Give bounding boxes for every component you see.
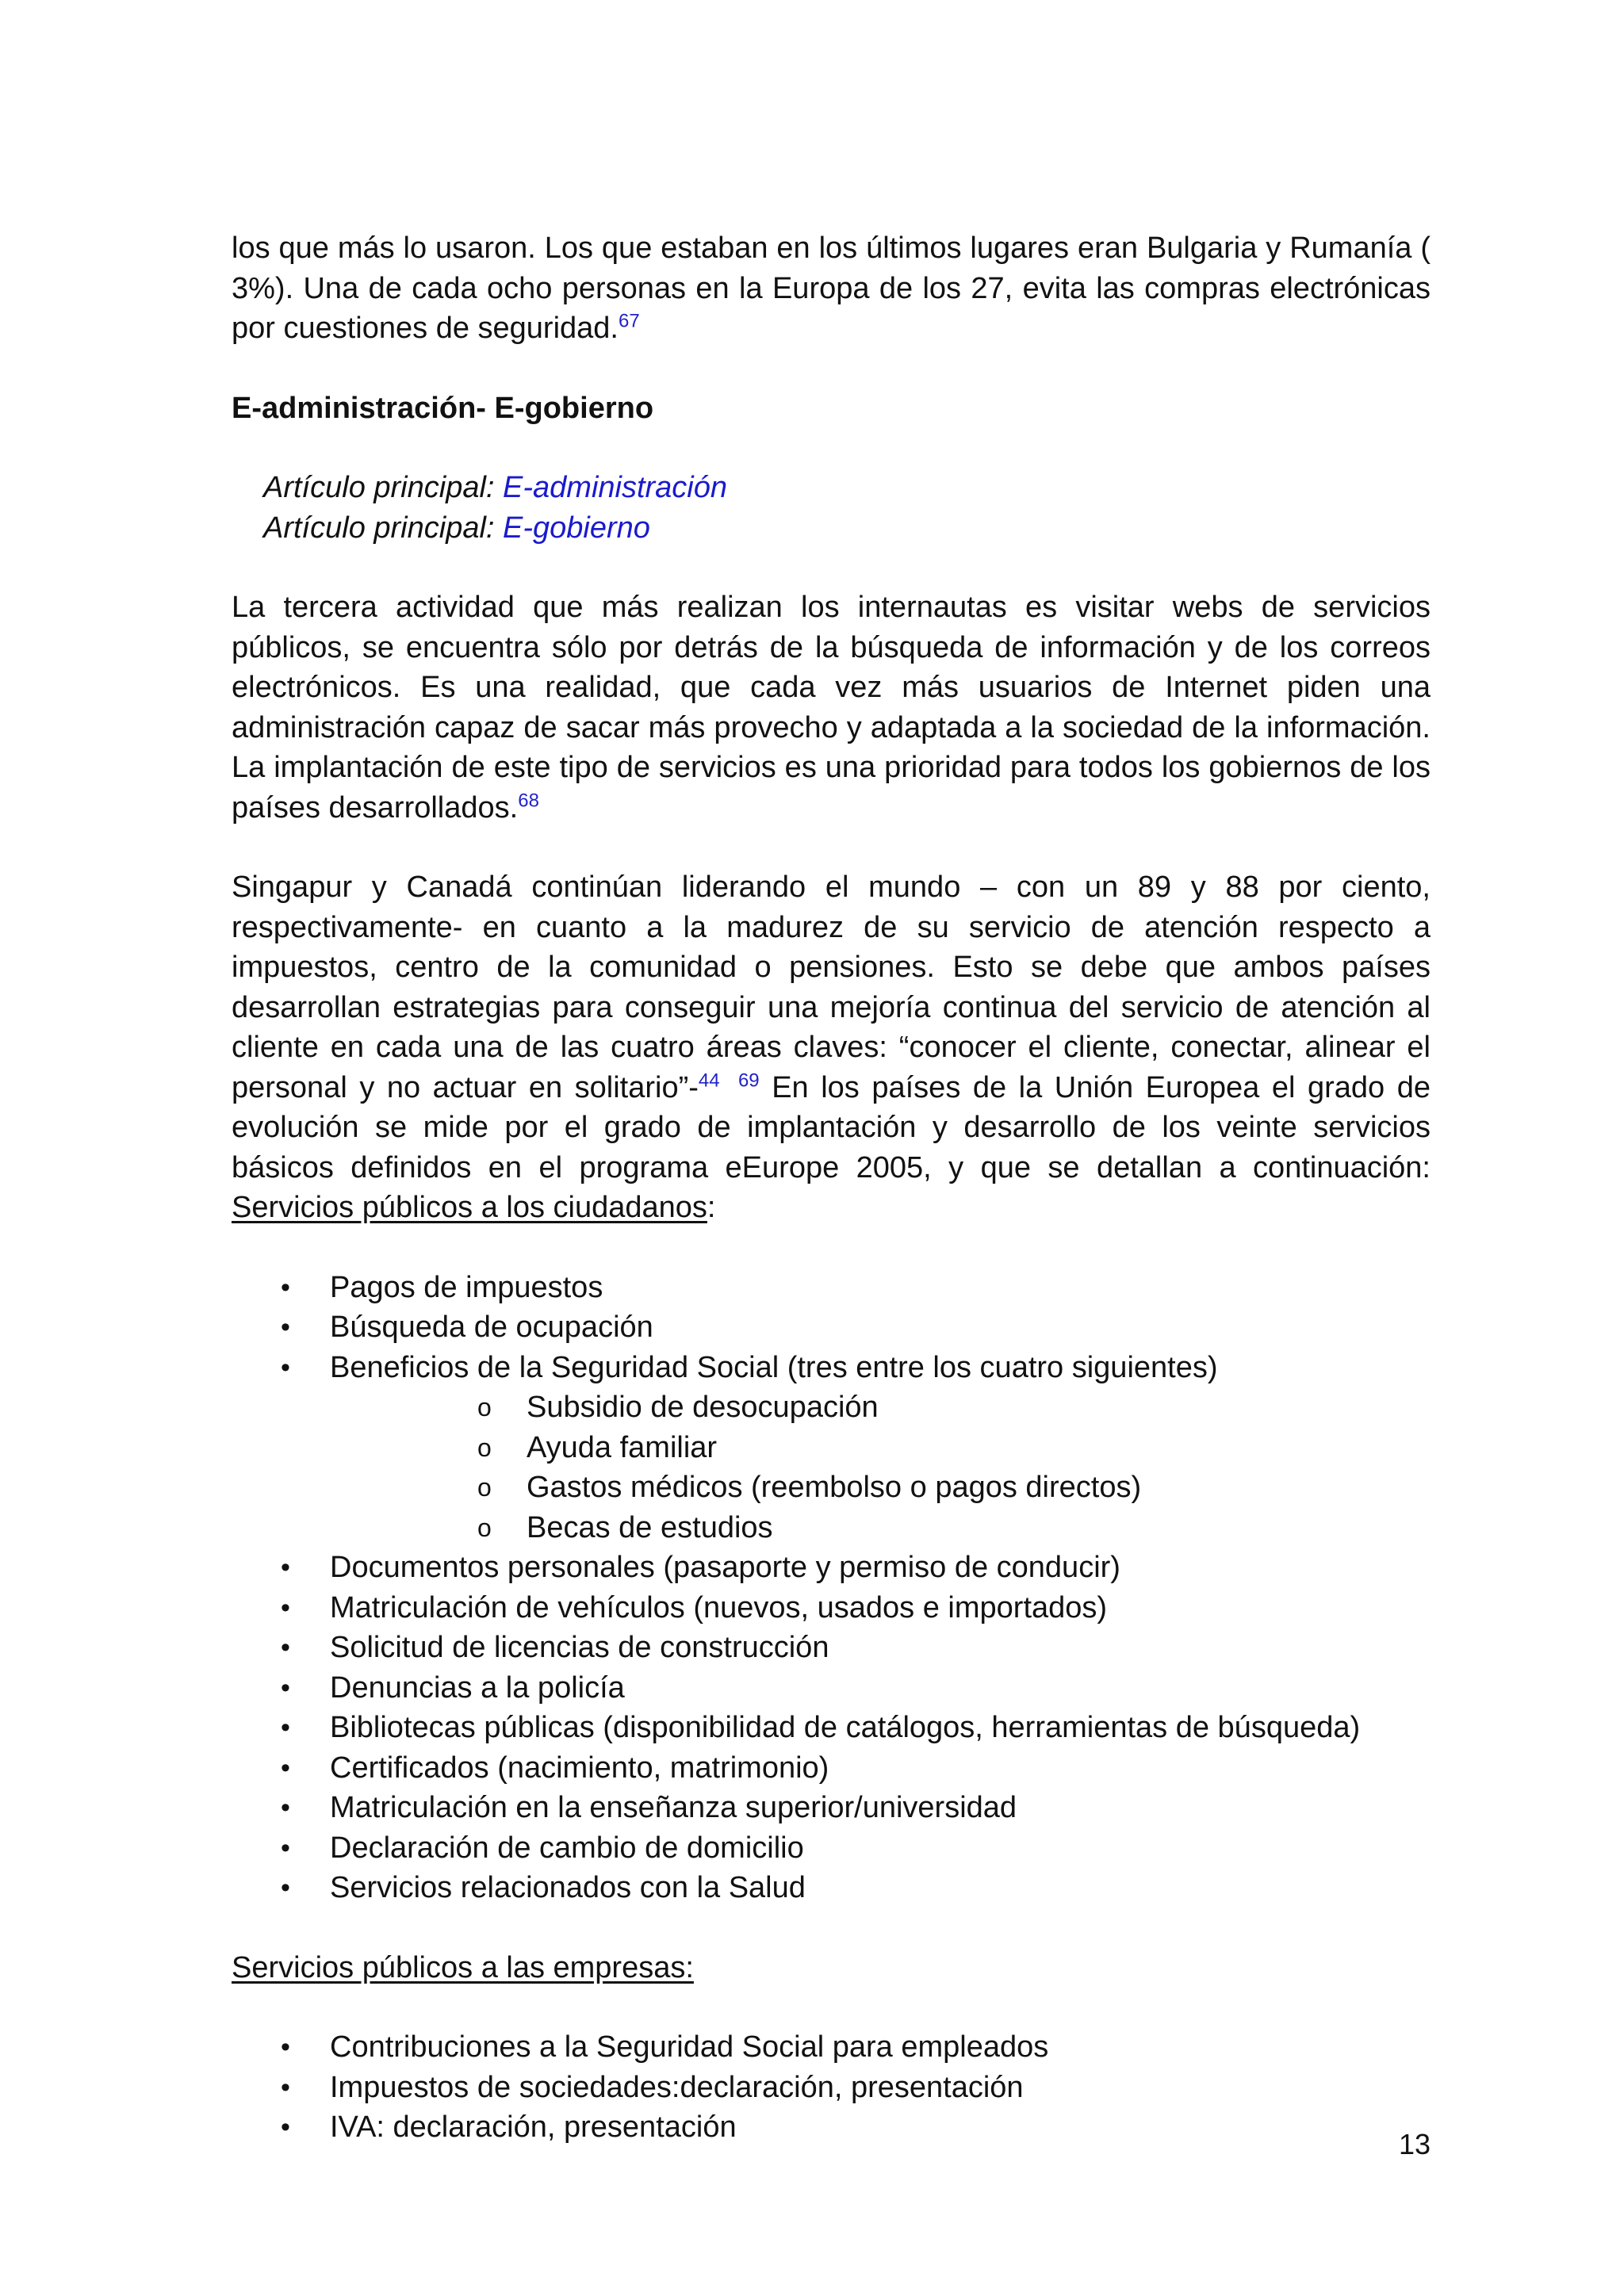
list-item xyxy=(232,1348,1431,1548)
list-item-label: Beneficios de la Seguridad Social (tres entre los cuatro siguientes) xyxy=(330,1350,1218,1384)
list-item: • Pagos de impuestos xyxy=(232,1268,1431,1308)
footnote-ref-44[interactable]: 44 xyxy=(698,1069,720,1091)
sublist-item: o Becas de estudios xyxy=(330,1508,1431,1548)
section-heading: E-administración- E-gobierno xyxy=(232,391,654,425)
citizen-services-heading: Servicios públicos a los ciudadanos xyxy=(232,1191,707,1224)
ref-prefix: Artículo principal: xyxy=(263,511,504,545)
list-item: • Servicios relacionados con la Salud xyxy=(232,1868,1431,1908)
list-item: • Certificados (nacimiento, matrimonio) xyxy=(232,1748,1431,1789)
footnote-ref-69[interactable]: 69 xyxy=(737,1069,760,1091)
list-item: • Declaración de cambio de domicilio xyxy=(232,1828,1431,1869)
social-security-sublist xyxy=(330,1387,1431,1548)
paragraph-singapur: Singapur y Canadá continúan liderando el mundo – con un 89 y 88 por ciento, respectivamente- en cuanto a la madurez de su servicio de atención respecto a impuestos, centro de la comunidad o pensiones. Esto se debe que ambos países desarrollan estrategias para conseguir una mejoría continua del servicio de atención al cliente en cada una de las cuatro áreas claves: “conocer el cliente, conectar, alinear el personal y no actuar en solitario”-$^{44}$ $^{69}$ En los países de la Unión Europea el grado de evolución se mide por el grado de implantación y desarrollo de los veinte servicios básicos definidos en el programa eEurope 2005, y que se detallan a continuación: Servicios públicos a los ciudadanos: xyxy=(232,871,1431,1224)
sublist-item: o Subsidio de desocupación xyxy=(330,1387,1431,1428)
citizen-services-list xyxy=(232,1268,1431,1908)
ref-prefix: Artículo principal: xyxy=(263,471,504,504)
list-item: • Búsqueda de ocupación xyxy=(232,1307,1431,1348)
list-item: • Matriculación de vehículos (nuevos, usados e importados) xyxy=(232,1588,1431,1628)
sublist-item: o Ayuda familiar xyxy=(330,1428,1431,1468)
footnote-ref-67[interactable]: 67 xyxy=(619,310,640,332)
list-item: • Contribuciones a la Seguridad Social para empleados xyxy=(232,2027,1431,2068)
list-item: • Matriculación en la enseñanza superior/universidad xyxy=(232,1788,1431,1828)
main-article-ref xyxy=(263,468,1431,508)
paragraph-text: La tercera actividad que más realizan los internautas es visitar webs de servicios públicos, se encuentra sólo por detrás de la búsqueda de información y de los correos electrónicos. Es una realidad, que cada vez más usuarios de Internet piden una administración capaz de sacar más provecho y adaptada a la sociedad de la información. La implantación de este tipo de servicios es una prioridad para todos los gobiernos de los países desarrollados. xyxy=(232,591,1431,825)
page-number: 13 xyxy=(1398,2128,1431,2160)
list-item: • Denuncias a la policía xyxy=(232,1668,1431,1709)
paragraph-text: En los países de la Unión Europea el grado de evolución se mide por el grado de implantación y desarrollo de los veinte servicios básicos definidos en el programa eEurope 2005, y que se detallan a continuación: xyxy=(232,1070,1431,1184)
sublist-item: o Gastos médicos (reembolso o pagos directos) xyxy=(330,1468,1431,1508)
intro-paragraph xyxy=(232,228,1431,349)
business-services-list xyxy=(232,2027,1431,2148)
page-content xyxy=(232,228,1431,2148)
list-item: • Documentos personales (pasaporte y permiso de conducir) xyxy=(232,1548,1431,1588)
list-item: • Bibliotecas públicas (disponibilidad de catálogos, herramientas de búsqueda) xyxy=(232,1708,1431,1748)
list-item: • Solicitud de licencias de construcción xyxy=(232,1628,1431,1668)
e-administracion-link[interactable]: E-administración xyxy=(503,471,728,504)
list-item: • Impuestos de sociedades:declaración, presentación xyxy=(232,2068,1431,2108)
main-article-refs xyxy=(263,468,1431,548)
footnote-ref-68[interactable]: 68 xyxy=(518,789,539,811)
list-item: • IVA: declaración, presentación xyxy=(232,2107,1431,2148)
business-services-heading: Servicios públicos a las empresas: xyxy=(232,1950,694,1984)
main-article-ref xyxy=(263,508,1431,549)
paragraph-internautas xyxy=(232,587,1431,828)
paragraph-text: Singapur y Canadá continúan liderando el mundo – con un 89 y 88 por ciento, respectivamente- en cuanto a la madurez de su servicio de atención respecto a impuestos, centro de la comunidad o pensiones. Esto se debe que ambos países desarrollan estrategias para conseguir una mejoría continua del servicio de atención al cliente en cada una de las cuatro áreas claves: “conocer el cliente, conectar, alinear el personal y no actuar en solitario”- xyxy=(232,871,1431,1104)
e-gobierno-link[interactable]: E-gobierno xyxy=(503,511,650,545)
intro-text: los que más lo usaron. Los que estaban en los últimos lugares eran Bulgaria y Rumanía ( 3%). Una de cada ocho personas en la Europa de los 27, evita las compras electrónicas por cuestiones de seguridad. xyxy=(232,232,1431,345)
